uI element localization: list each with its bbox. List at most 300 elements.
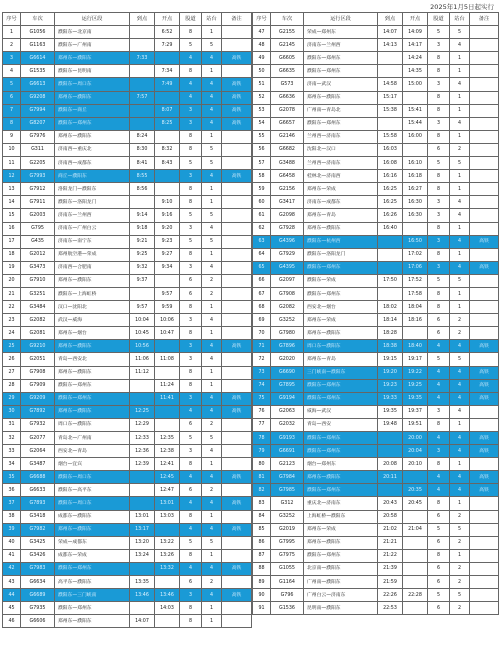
cell-arrive xyxy=(130,65,155,78)
cell-section: 威海—武汉 xyxy=(304,405,378,418)
table-row xyxy=(3,52,252,65)
cell-remark xyxy=(222,274,252,287)
cell-train: G2063 xyxy=(271,405,304,418)
cell-train: G3252 xyxy=(271,510,304,523)
table-row xyxy=(3,78,252,91)
cell-platform: 1 xyxy=(450,418,470,431)
cell-depart: 16:00 xyxy=(403,130,428,143)
table-row xyxy=(3,523,252,536)
cell-train: G6614 xyxy=(21,52,55,65)
cell-track: 4 xyxy=(428,484,450,497)
cell-remark xyxy=(222,418,252,431)
cell-platform: 1 xyxy=(202,183,222,196)
cell-no: 80 xyxy=(253,458,271,471)
cell-remark: 高铁 xyxy=(222,497,252,510)
cell-depart: 14:24 xyxy=(403,52,428,65)
cell-train: G9194 xyxy=(271,392,304,405)
cell-remark xyxy=(222,157,252,170)
cell-platform: 5 xyxy=(202,432,222,445)
cell-section: 郑州东—濮阳东 xyxy=(55,274,130,287)
cell-arrive xyxy=(378,261,403,274)
cell-section: 郑州东—青岛 xyxy=(304,209,378,222)
cell-platform: 4 xyxy=(450,261,470,274)
cell-train: G1163 xyxy=(21,39,55,52)
cell-no: 45 xyxy=(3,602,21,615)
cell-section: 郑州东—濮阳东 xyxy=(304,222,378,235)
cell-no: 27 xyxy=(3,366,21,379)
cell-section: 兰州西—济南东 xyxy=(304,157,378,170)
cell-no: 16 xyxy=(3,222,21,235)
cell-arrive: 16:26 xyxy=(378,209,403,222)
cell-remark xyxy=(222,510,252,523)
cell-platform: 4 xyxy=(202,471,222,484)
cell-arrive: 14:13 xyxy=(378,39,403,52)
cell-platform: 1 xyxy=(202,510,222,523)
cell-depart: 9:16 xyxy=(155,209,180,222)
cell-platform: 1 xyxy=(202,615,222,628)
cell-section: 濮阳东—郑州东 xyxy=(55,602,130,615)
cell-remark xyxy=(222,314,252,327)
cell-depart: 22:28 xyxy=(403,589,428,602)
cell-section: 濮阳东—荣成 xyxy=(304,274,378,287)
cell-remark: 高铁 xyxy=(470,432,499,445)
cell-remark xyxy=(470,418,499,431)
cell-platform: 1 xyxy=(202,366,222,379)
cell-depart xyxy=(155,405,180,418)
table-row xyxy=(253,261,499,274)
cell-arrive: 16:08 xyxy=(378,157,403,170)
cell-no: 70 xyxy=(253,327,271,340)
cell-remark xyxy=(470,576,499,589)
cell-platform: 1 xyxy=(450,104,470,117)
cell-arrive: 9:14 xyxy=(130,209,155,222)
cell-no: 85 xyxy=(253,523,271,536)
table-row xyxy=(3,196,252,209)
cell-track: 4 xyxy=(180,405,202,418)
cell-track: 4 xyxy=(180,52,202,65)
cell-no: 39 xyxy=(3,523,21,536)
cell-depart: 20:00 xyxy=(403,432,428,445)
cell-arrive: 21:59 xyxy=(378,576,403,589)
cell-remark: 高铁 xyxy=(222,392,252,405)
cell-track: 3 xyxy=(428,261,450,274)
cell-arrive: 9:25 xyxy=(130,248,155,261)
cell-platform: 1 xyxy=(450,130,470,143)
cell-remark: 高铁 xyxy=(470,261,499,274)
cell-section: 濮阳东—郑州东 xyxy=(304,117,378,130)
table-row xyxy=(3,117,252,130)
cell-remark xyxy=(470,562,499,575)
cell-platform: 1 xyxy=(202,458,222,471)
cell-arrive xyxy=(378,445,403,458)
table-row xyxy=(253,91,499,104)
cell-arrive: 12:39 xyxy=(130,458,155,471)
cell-platform: 2 xyxy=(202,287,222,300)
cell-track: 4 xyxy=(180,91,202,104)
cell-no: 14 xyxy=(3,196,21,209)
cell-train: G1536 xyxy=(271,602,304,615)
cell-track: 4 xyxy=(428,392,450,405)
cell-track: 8 xyxy=(428,104,450,117)
table-row xyxy=(253,143,499,156)
table-row xyxy=(253,314,499,327)
cell-train: G435 xyxy=(21,235,55,248)
cell-train: G7910 xyxy=(21,274,55,287)
cell-arrive xyxy=(378,52,403,65)
cell-track: 8 xyxy=(180,379,202,392)
cell-depart: 18:16 xyxy=(403,314,428,327)
cell-track: 6 xyxy=(180,418,202,431)
cell-remark xyxy=(470,143,499,156)
cell-remark xyxy=(470,117,499,130)
cell-depart: 16:30 xyxy=(403,196,428,209)
timetable-right xyxy=(252,12,499,615)
timetable-right-body xyxy=(253,26,499,615)
cell-no: 24 xyxy=(3,327,21,340)
table-row xyxy=(3,130,252,143)
cell-arrive: 20:43 xyxy=(378,497,403,510)
cell-depart: 19:17 xyxy=(403,353,428,366)
cell-no: 60 xyxy=(253,196,271,209)
cell-train: G3484 xyxy=(21,301,55,314)
cell-section: 成都东—荣成 xyxy=(55,549,130,562)
table-row xyxy=(253,432,499,445)
col-header-remark: 备注 xyxy=(222,13,252,26)
cell-depart: 7:29 xyxy=(155,39,180,52)
cell-platform: 4 xyxy=(450,340,470,353)
cell-no: 18 xyxy=(3,248,21,261)
cell-arrive: 15:17 xyxy=(378,91,403,104)
cell-platform: 4 xyxy=(450,484,470,497)
cell-platform: 4 xyxy=(202,353,222,366)
cell-train: G2019 xyxy=(271,523,304,536)
cell-no: 33 xyxy=(3,445,21,458)
cell-depart xyxy=(403,471,428,484)
cell-platform: 2 xyxy=(202,576,222,589)
cell-platform: 5 xyxy=(202,235,222,248)
cell-depart: 19:25 xyxy=(403,379,428,392)
table-row xyxy=(3,314,252,327)
cell-section: 濮阳东—郑州东 xyxy=(55,392,130,405)
cell-train: G6682 xyxy=(271,143,304,156)
cell-section: 郑州东—荣成 xyxy=(304,314,378,327)
cell-track: 8 xyxy=(180,248,202,261)
cell-platform: 1 xyxy=(450,65,470,78)
cell-train: G1056 xyxy=(21,26,55,39)
cell-no: 6 xyxy=(3,91,21,104)
col-header-train: 车次 xyxy=(271,13,304,26)
cell-depart: 11:41 xyxy=(155,392,180,405)
cell-section: 北京南—濮阳东 xyxy=(304,562,378,575)
table-row xyxy=(3,209,252,222)
cell-remark xyxy=(222,183,252,196)
table-row xyxy=(253,65,499,78)
table-row xyxy=(253,549,499,562)
table-row xyxy=(253,78,499,91)
cell-section: 广州南—青岛北 xyxy=(304,104,378,117)
cell-depart xyxy=(155,366,180,379)
table-row xyxy=(3,91,252,104)
cell-no: 1 xyxy=(3,26,21,39)
cell-section: 郑州东—濮阳东 xyxy=(304,327,378,340)
cell-track: 5 xyxy=(428,523,450,536)
cell-remark xyxy=(470,287,499,300)
cell-no: 5 xyxy=(3,78,21,91)
cell-train: G6691 xyxy=(271,445,304,458)
cell-depart: 8:07 xyxy=(155,104,180,117)
cell-no: 13 xyxy=(3,183,21,196)
table-row xyxy=(253,248,499,261)
cell-section: 濮阳东—郑州东 xyxy=(304,432,378,445)
table-row xyxy=(3,170,252,183)
cell-platform: 4 xyxy=(450,117,470,130)
cell-depart: 9:27 xyxy=(155,248,180,261)
cell-remark xyxy=(222,549,252,562)
cell-train: G2051 xyxy=(21,353,55,366)
cell-section: 沈阳北—汉口 xyxy=(304,143,378,156)
col-header-track: 股道 xyxy=(428,13,450,26)
cell-section: 高平东—濮阳东 xyxy=(55,576,130,589)
cell-section: 济南东—广州白云 xyxy=(55,222,130,235)
cell-track: 3 xyxy=(180,117,202,130)
table-row xyxy=(253,287,499,300)
cell-train: G4395 xyxy=(271,261,304,274)
cell-section: 青岛—西安北 xyxy=(55,353,130,366)
cell-depart xyxy=(403,562,428,575)
cell-track: 6 xyxy=(428,576,450,589)
cell-arrive: 21:22 xyxy=(378,549,403,562)
cell-platform: 1 xyxy=(202,26,222,39)
cell-remark xyxy=(470,52,499,65)
table-row xyxy=(3,484,252,497)
cell-arrive xyxy=(130,117,155,130)
cell-track: 8 xyxy=(180,602,202,615)
cell-depart: 12:38 xyxy=(155,445,180,458)
cell-train: G1055 xyxy=(271,562,304,575)
cell-train: G312 xyxy=(271,497,304,510)
cell-depart: 14:17 xyxy=(403,39,428,52)
cell-remark xyxy=(470,301,499,314)
cell-track: 8 xyxy=(180,65,202,78)
table-row xyxy=(253,392,499,405)
table-row xyxy=(253,379,499,392)
cell-train: G3417 xyxy=(271,196,304,209)
cell-depart: 20:04 xyxy=(403,445,428,458)
cell-depart: 9:23 xyxy=(155,235,180,248)
table-row xyxy=(3,65,252,78)
cell-arrive: 14:07 xyxy=(378,26,403,39)
cell-arrive: 21:02 xyxy=(378,523,403,536)
cell-train: G2082 xyxy=(21,314,55,327)
cell-no: 32 xyxy=(3,432,21,445)
cell-train: G796 xyxy=(271,589,304,602)
cell-track: 5 xyxy=(428,353,450,366)
cell-track: 6 xyxy=(428,314,450,327)
cell-arrive: 13:35 xyxy=(130,576,155,589)
cell-section: 济南西—重庆北 xyxy=(55,143,130,156)
cell-section: 濮阳东—周口东 xyxy=(55,78,130,91)
cell-no: 52 xyxy=(253,91,271,104)
cell-train: G2145 xyxy=(271,39,304,52)
cell-arrive xyxy=(130,39,155,52)
cell-depart: 12:41 xyxy=(155,458,180,471)
cell-no: 3 xyxy=(3,52,21,65)
table-row xyxy=(3,366,252,379)
cell-section: 郑州东—濮阳东 xyxy=(55,523,130,536)
cell-arrive: 10:04 xyxy=(130,314,155,327)
cell-no: 9 xyxy=(3,130,21,143)
cell-depart xyxy=(403,576,428,589)
cell-train: G7995 xyxy=(271,536,304,549)
cell-train: G7909 xyxy=(21,379,55,392)
table-row xyxy=(253,26,499,39)
cell-platform: 1 xyxy=(450,549,470,562)
cell-platform: 4 xyxy=(202,261,222,274)
cell-arrive xyxy=(378,248,403,261)
cell-platform: 4 xyxy=(202,117,222,130)
cell-train: G6605 xyxy=(271,52,304,65)
cell-platform: 5 xyxy=(202,536,222,549)
table-row xyxy=(253,130,499,143)
cell-train: G7994 xyxy=(21,104,55,117)
cell-arrive xyxy=(378,117,403,130)
cell-arrive: 21:21 xyxy=(378,536,403,549)
cell-section: 濮阳东—高平东 xyxy=(55,484,130,497)
cell-track: 6 xyxy=(428,536,450,549)
cell-no: 17 xyxy=(3,235,21,248)
cell-section: 濮阳东—三门峡南 xyxy=(55,589,130,602)
cell-remark xyxy=(222,327,252,340)
cell-train: G3251 xyxy=(21,287,55,300)
cell-platform: 4 xyxy=(202,170,222,183)
cell-platform: 4 xyxy=(202,392,222,405)
cell-depart: 10:47 xyxy=(155,327,180,340)
cell-arrive: 19:20 xyxy=(378,366,403,379)
cell-section: 郑州东—濮阳东 xyxy=(304,91,378,104)
cell-no: 28 xyxy=(3,379,21,392)
cell-track: 6 xyxy=(428,602,450,615)
cell-platform: 2 xyxy=(450,327,470,340)
cell-section: 濮阳东—郑州东 xyxy=(304,484,378,497)
cell-arrive: 13:01 xyxy=(130,510,155,523)
cell-remark: 高铁 xyxy=(222,104,252,117)
cell-platform: 2 xyxy=(202,274,222,287)
cell-remark xyxy=(222,222,252,235)
cell-no: 19 xyxy=(3,261,21,274)
cell-platform: 1 xyxy=(202,602,222,615)
cell-remark: 高铁 xyxy=(470,392,499,405)
cell-depart xyxy=(403,549,428,562)
cell-remark xyxy=(222,143,252,156)
cell-remark xyxy=(222,65,252,78)
cell-train: G7993 xyxy=(21,170,55,183)
cell-train: G2078 xyxy=(271,104,304,117)
cell-depart xyxy=(155,615,180,628)
cell-depart: 17:52 xyxy=(403,274,428,287)
cell-track: 6 xyxy=(180,287,202,300)
cell-arrive xyxy=(378,65,403,78)
cell-remark xyxy=(222,366,252,379)
cell-track: 4 xyxy=(428,471,450,484)
cell-train: G573 xyxy=(271,78,304,91)
cell-arrive: 12:25 xyxy=(130,405,155,418)
col-header-no: 序号 xyxy=(253,13,271,26)
cell-depart: 17:58 xyxy=(403,287,428,300)
col-header-train: 车次 xyxy=(21,13,55,26)
cell-arrive: 18:28 xyxy=(378,327,403,340)
cell-track: 5 xyxy=(180,39,202,52)
cell-track: 3 xyxy=(428,39,450,52)
cell-train: G9193 xyxy=(271,432,304,445)
cell-train: G9209 xyxy=(21,392,55,405)
table-row xyxy=(3,26,252,39)
cell-remark xyxy=(470,248,499,261)
cell-no: 59 xyxy=(253,183,271,196)
cell-platform: 5 xyxy=(450,589,470,602)
cell-remark xyxy=(470,274,499,287)
cell-track: 3 xyxy=(428,209,450,222)
cell-section: 济南东—兰州西 xyxy=(55,209,130,222)
cell-train: G9210 xyxy=(21,340,55,353)
cell-train: G3426 xyxy=(21,549,55,562)
cell-depart: 12:35 xyxy=(155,432,180,445)
cell-no: 48 xyxy=(253,39,271,52)
cell-depart xyxy=(403,510,428,523)
cell-section: 郑州东—濮阳东 xyxy=(55,405,130,418)
cell-no: 83 xyxy=(253,497,271,510)
cell-no: 87 xyxy=(253,549,271,562)
cell-train: G2064 xyxy=(21,445,55,458)
table-row xyxy=(253,602,499,615)
cell-remark xyxy=(470,523,499,536)
cell-no: 74 xyxy=(253,379,271,392)
cell-arrive: 19:15 xyxy=(378,353,403,366)
cell-section: 郑州东—青岛 xyxy=(304,353,378,366)
cell-section: 三门峡南—濮阳东 xyxy=(304,366,378,379)
cell-remark xyxy=(222,235,252,248)
cell-remark xyxy=(222,39,252,52)
table-row xyxy=(253,235,499,248)
cell-train: G2146 xyxy=(271,130,304,143)
cell-platform: 5 xyxy=(450,157,470,170)
cell-no: 38 xyxy=(3,510,21,523)
cell-depart: 9:57 xyxy=(155,287,180,300)
cell-track: 3 xyxy=(180,589,202,602)
cell-track: 3 xyxy=(180,314,202,327)
cell-train: G9208 xyxy=(21,91,55,104)
cell-platform: 1 xyxy=(202,301,222,314)
table-row xyxy=(253,340,499,353)
cell-platform: 4 xyxy=(450,39,470,52)
cell-platform: 2 xyxy=(202,418,222,431)
cell-remark xyxy=(222,458,252,471)
cell-remark xyxy=(470,222,499,235)
table-row xyxy=(253,484,499,497)
cell-section: 濮阳东—洛阳龙门 xyxy=(304,248,378,261)
cell-depart: 15:00 xyxy=(403,78,428,91)
cell-train: G6690 xyxy=(271,366,304,379)
cell-platform: 2 xyxy=(450,510,470,523)
cell-no: 46 xyxy=(3,615,21,628)
table-row xyxy=(3,353,252,366)
cell-train: G7908 xyxy=(21,366,55,379)
cell-platform: 2 xyxy=(202,484,222,497)
table-row xyxy=(3,379,252,392)
cell-platform: 4 xyxy=(202,222,222,235)
cell-depart: 14:03 xyxy=(155,602,180,615)
cell-section: 濮阳东—郑州东 xyxy=(304,52,378,65)
cell-platform: 4 xyxy=(202,340,222,353)
